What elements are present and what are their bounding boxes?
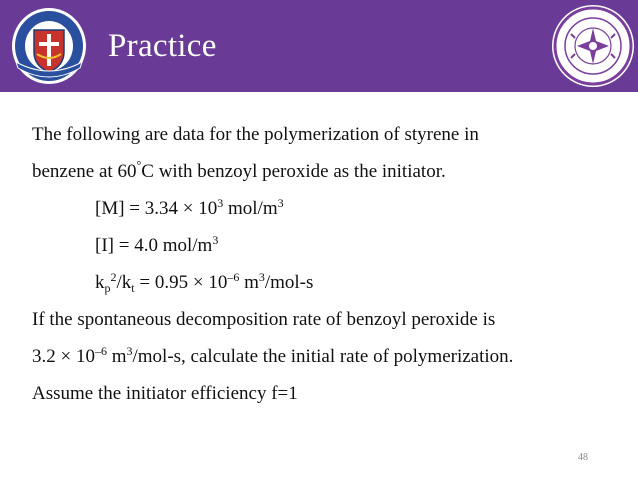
page-number: 48 — [578, 452, 588, 463]
rate-constant-ratio: $k_p^2/k_t = 0.95 \times 10^{-6}$ $m^3/mol-s$ — [95, 270, 314, 295]
tsing-hua-seal-logo — [551, 4, 635, 88]
slide-title: Practice — [108, 28, 217, 64]
problem-text — [32, 116, 632, 412]
problem-line-1: The following are data for the polymerization of styrene in — [32, 124, 479, 145]
title-bar — [0, 0, 638, 92]
university-crest-logo — [10, 6, 88, 86]
problem-line-2: benzene at 60°C with benzoyl peroxide as the initiator. — [32, 158, 446, 182]
monomer-concentration: $[M] = 3.34 \times 10^3$ mol/$m^3$ — [95, 196, 284, 219]
problem-line-8: Assume the initiator efficiency f=1 — [32, 383, 298, 404]
problem-line-6: If the spontaneous decomposition rate of benzoyl peroxide is — [32, 309, 496, 330]
initiator-concentration: [I] = 4.0 mol/$m^3$ — [95, 233, 219, 256]
problem-line-7: $3.2 \times 10^{-6}$ $m^3/mol-s$, calculate the initial rate of polymerization. — [32, 344, 514, 367]
